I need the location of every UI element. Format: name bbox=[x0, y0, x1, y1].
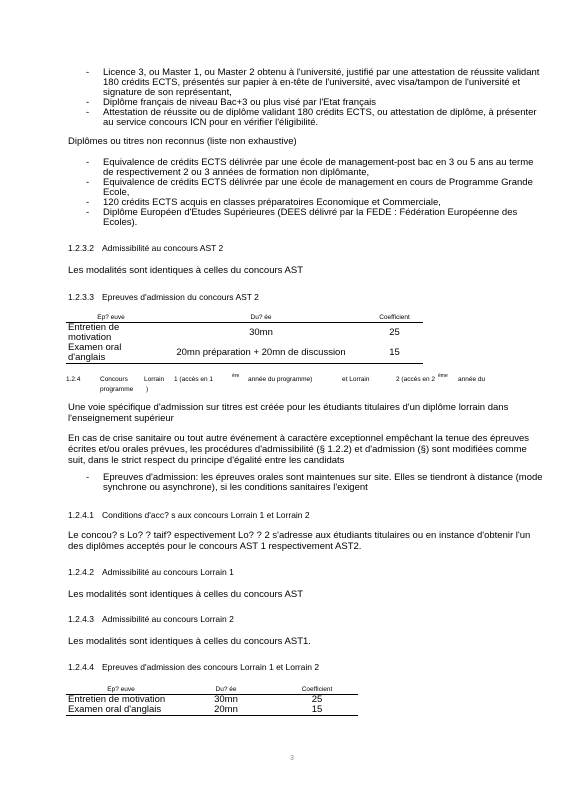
section-text-1232: Les modalités sont identiques à celles du concours AST bbox=[68, 265, 303, 276]
section-heading-1241: 1.2.4.1 Conditions d'acc? s aux concours Lorrain 1 et Lorrain 2 bbox=[68, 510, 310, 520]
list-item: - Diplôme Européen d'Etudes Supérieures (DEES délivré par la FEDE : Fédération Européenne des Ecoles). bbox=[86, 207, 518, 228]
section-heading-1242: 1.2.4.2 Admissibilité au concours Lorrain 1 bbox=[68, 567, 234, 577]
admission-table-ast2 bbox=[66, 313, 423, 364]
section-heading-1243: 1.2.4.3 Admissibilité au concours Lorrain 2 bbox=[68, 614, 234, 624]
table-row: Entretien de motivation 30mn 25 bbox=[68, 322, 400, 343]
table-row: Examen oral d'anglais 20mn préparation + 20mn de discussion 15 bbox=[66, 343, 423, 364]
admission-table-lorrain bbox=[66, 685, 358, 716]
crisis-measures-list bbox=[88, 473, 543, 493]
list-item: - Diplôme français de niveau Bac+3 ou plus visé par l'Etat français bbox=[86, 97, 376, 108]
list-item: - Equivalence de crédits ECTS délivrée par une école de management-post bac en 3 ou 5 ans au terme de respectivement 2 ou 3 années de formation non diplômante, bbox=[86, 157, 534, 178]
table-header: Du? ée bbox=[156, 313, 366, 323]
section-text-124a: Une voie spécifique d'admission sur titres est créée pour les étudiants titulaires d'un diplôme lorrain dans l'enseignement supérieur bbox=[68, 402, 509, 424]
list-item: - Epreuves d'admission: les épreuves orales sont maintenues sur site. Elles se tiendront à distance (mode synchrone ou asynchrone), si les conditions sanitaires l'exigent bbox=[86, 472, 543, 493]
section-text-1242: Les modalités sont identiques à celles du concours AST bbox=[68, 589, 303, 600]
list-item: - 120 crédits ECTS acquis en classes préparatoires Economique et Commerciale, bbox=[86, 197, 441, 208]
list-item: - Attestation de réussite ou de diplôme validant 180 crédits ECTS, ou attestation de diplôme, à présenter au service concours ICN pour en vérifier l'éligibilité. bbox=[86, 107, 537, 128]
not-recognized-list bbox=[88, 158, 543, 228]
section-text-1243: Les modalités sont identiques à celles du concours AST1. bbox=[68, 636, 311, 647]
section-heading-124: 1.2.4 Concours Lorrain 1 (accès en 1 ère année du programme) et Lorrain 2 (accès en 2 ème année du programme ) bbox=[66, 373, 486, 393]
table-header: Coefficient bbox=[276, 685, 358, 695]
page-number: 3 bbox=[290, 755, 294, 762]
eligible-diplomas-list bbox=[88, 68, 543, 128]
not-recognized-title: Diplômes ou titres non reconnus (liste non exhaustive) bbox=[68, 136, 297, 147]
section-heading-1233: 1.2.3.3 Epreuves d'admission du concours AST 2 bbox=[68, 292, 259, 302]
table-header: Ep? euve bbox=[66, 313, 156, 323]
section-heading-1244: 1.2.4.4 Epreuves d'admission des concours Lorrain 1 et Lorrain 2 bbox=[68, 662, 320, 672]
table-header: Ep? euve bbox=[66, 685, 176, 695]
table-row: Entretien de motivation 30mn 25 bbox=[68, 694, 323, 705]
section-text-124b: En cas de crise sanitaire ou tout autre événement à caractère exceptionnel empêchant la tenue des épreuves écrites et/ou orales prévues, les procédures d'admissibilité (§ 1.2.2) et d'admission (§) sont modifiées comme suit, dans le strict respect du principe d'égalité entre les candidats bbox=[68, 433, 530, 466]
section-text-1241: Le concou? s Lo? ? taif? espectivement Lo? ? 2 s'adresse aux étudiants titulaires ou en instance d'obtenir l'un des diplômes acceptés pour le concours AST 1 respectivement AST2. bbox=[68, 530, 531, 552]
table-header: Coefficient bbox=[366, 313, 423, 323]
table-row: Examen oral d'anglais 20mn 15 bbox=[66, 705, 358, 716]
list-item: - Equivalence de crédits ECTS délivrée par une école de management en cours de Programme Grande Ecole, bbox=[86, 177, 533, 198]
table-header: Du? ée bbox=[176, 685, 276, 695]
section-heading-1232: 1.2.3.2 Admissibilité au concours AST 2 bbox=[68, 243, 224, 253]
list-item: - Licence 3, ou Master 1, ou Master 2 obtenu à l'université, justifié par une attestation de réussite validant 180 crédits ECTS, présentés sur papier à en-tête de l'université, avec visa/tampon de l'université et signature de son représentant, bbox=[86, 67, 540, 98]
